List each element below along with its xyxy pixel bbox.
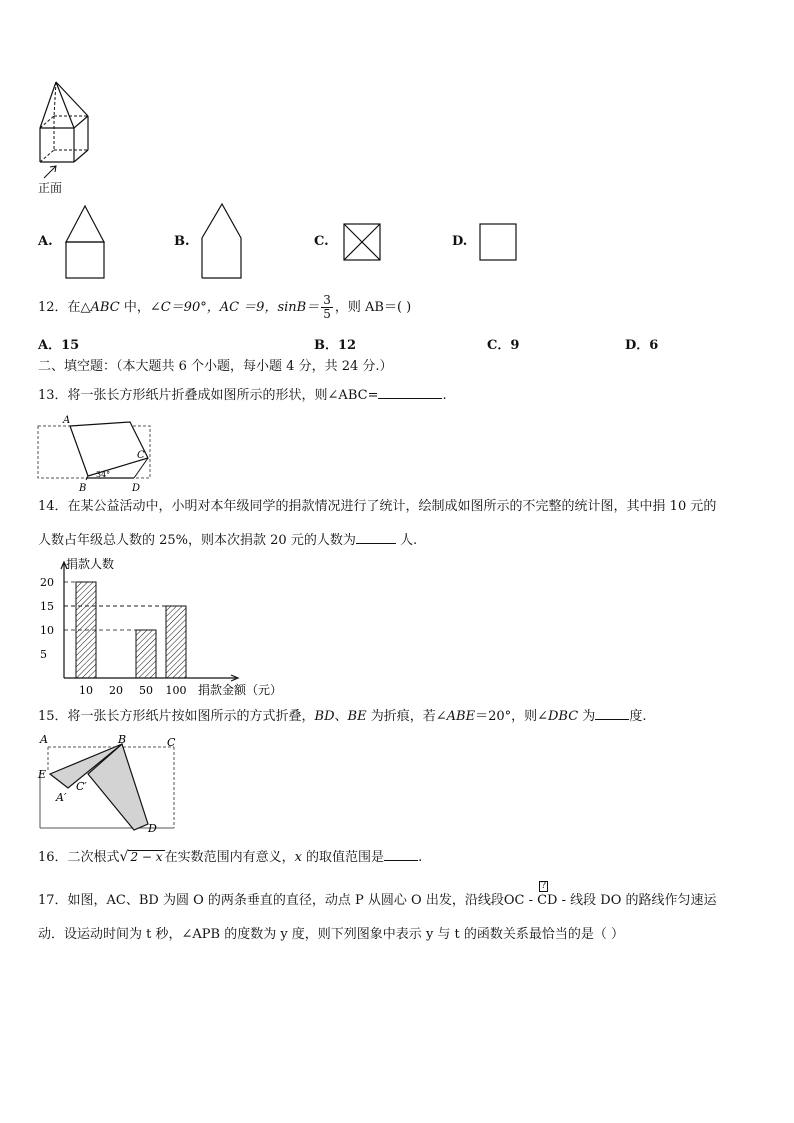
x-tick-label: 50	[139, 684, 153, 697]
q16-radicand: 2 − x	[130, 850, 163, 864]
q15-label-b: B	[118, 733, 127, 746]
q12-option-c: C．9	[487, 338, 520, 353]
q17-line1a: 17．如图，AC、BD 为圆 O 的两条垂直的直径，动点 P 从圆心 O 出发，沿线段OC -	[38, 893, 538, 908]
q14-answer-blank[interactable]	[356, 531, 396, 544]
x-tick-label: 10	[79, 684, 93, 697]
q13-label-a: A	[63, 415, 71, 426]
option-b-figure	[200, 202, 244, 280]
x-tick-label: 100	[165, 684, 187, 697]
q15-label-d: D	[148, 822, 157, 834]
x-axis-label: 捐款金额（元）	[198, 683, 283, 697]
q14-bar-chart	[36, 554, 296, 700]
q17-line1b: - 线段 DO 的路线作匀速运	[557, 893, 717, 908]
y-axis-label: 捐款人数	[66, 557, 115, 571]
q13-angle-label: 34°	[96, 470, 111, 479]
q17-line1	[38, 881, 717, 909]
q15-figure	[36, 730, 182, 834]
q15-sep: 、	[334, 709, 348, 724]
q15-for: 为	[578, 709, 596, 724]
q15-angle-dbc: ∠DBC	[537, 709, 579, 724]
option-c-letter: C.	[314, 234, 329, 249]
q16-x: x	[294, 850, 302, 865]
q12-triangle: △ABC	[80, 300, 120, 315]
q12-frac-num: 3	[323, 293, 331, 307]
q13-stem	[38, 386, 447, 404]
q17-line2: 动．设运动时间为 t 秒，∠APB 的度数为 y 度，则下列图象中表示 y 与 t 的函数关系最恰当的是（ ）	[38, 927, 625, 942]
y-tick-label: 20	[40, 576, 54, 589]
q13-answer-blank[interactable]	[378, 386, 442, 399]
bar-50	[136, 630, 156, 678]
q13-text: 13．将一张长方形纸片折叠成如图所示的形状，则∠ABC=	[38, 388, 379, 403]
front-view-label: 正面	[38, 181, 63, 195]
q12-sin: sinB＝	[277, 300, 320, 315]
q16-answer-blank[interactable]	[384, 848, 418, 861]
q15-label-e: E	[38, 768, 47, 781]
q14-line2	[38, 531, 417, 549]
q16-suffix: 的取值范围是	[301, 850, 385, 865]
q13-label-b: B	[79, 483, 87, 494]
q13-end: .	[442, 388, 447, 403]
q16-mid: 在实数范围内有意义，	[164, 850, 295, 865]
q12-frac-den: 5	[323, 307, 331, 321]
y-tick-label: 10	[40, 624, 54, 637]
q17-arc-cd	[537, 881, 558, 909]
q15-label-c-prime: C′	[76, 780, 87, 793]
option-c-figure	[342, 222, 382, 262]
q12-ac: AC ＝9，	[219, 300, 278, 315]
q12-option-b: B．12	[314, 338, 357, 353]
q12-prefix: 12．在	[38, 300, 81, 315]
option-a-letter: A.	[38, 234, 53, 249]
q14-line2b: 人.	[395, 533, 418, 548]
q13-label-c: C	[137, 450, 145, 461]
y-tick-label: 15	[40, 600, 54, 613]
q12-angle: ∠C＝90°，	[149, 300, 220, 315]
q12-fraction	[321, 294, 333, 321]
q15-end: 度.	[629, 709, 647, 724]
q13-label-d: D	[132, 483, 141, 494]
q15-be: BE	[347, 709, 367, 724]
q13-figure	[36, 414, 154, 494]
section-2-heading: 二、填空题：（本大题共 6 个小题，每小题 4 分，共 24 分.）	[38, 359, 393, 374]
q15-answer-blank[interactable]	[595, 707, 629, 720]
q12-mid: 中，	[119, 300, 150, 315]
q15-prefix: 15．将一张长方形纸片按如图所示的方式折叠，	[38, 709, 315, 724]
option-d-letter: D.	[452, 234, 468, 249]
q16-stem	[38, 848, 422, 866]
q12-stem	[38, 289, 411, 327]
q15-stem	[38, 707, 646, 725]
option-d-figure	[478, 222, 518, 262]
bar-100	[166, 606, 186, 678]
q15-label-a-prime: A′	[56, 791, 67, 804]
q15-mid: 为折痕，若	[366, 709, 436, 724]
q12-option-d: D．6	[625, 338, 659, 353]
q14-line1: 14．在某公益活动中，小明对本年级同学的捐款情况进行了统计，绘制成如图所示的不完整的统计图，其中捐 10 元的	[38, 499, 717, 514]
q15-angle-abe: ∠ABE	[435, 709, 476, 724]
arc-symbol-icon: ?	[541, 881, 546, 891]
q11-solid-figure	[34, 78, 96, 196]
q16-prefix: 16．二次根式	[38, 850, 120, 865]
y-tick-label: 5	[40, 648, 47, 661]
sqrt-sign: √	[119, 849, 129, 865]
q15-eq: ＝20°，则	[475, 709, 538, 724]
option-a-figure	[64, 204, 106, 280]
q14-line2a: 人数占年级总人数的 25%，则本次捐款 20 元的人数为	[38, 533, 356, 548]
q15-label-c: C	[167, 736, 176, 749]
x-tick-label: 20	[109, 684, 123, 697]
option-b-letter: B.	[174, 234, 190, 249]
q12-option-a: A．15	[38, 338, 80, 353]
q15-bd: BD	[314, 709, 335, 724]
q12-suffix: ，则 AB＝( )	[334, 300, 412, 315]
q16-end: .	[418, 850, 423, 865]
q15-label-a: A	[40, 733, 48, 746]
q17-arc-text: CD	[537, 893, 558, 908]
